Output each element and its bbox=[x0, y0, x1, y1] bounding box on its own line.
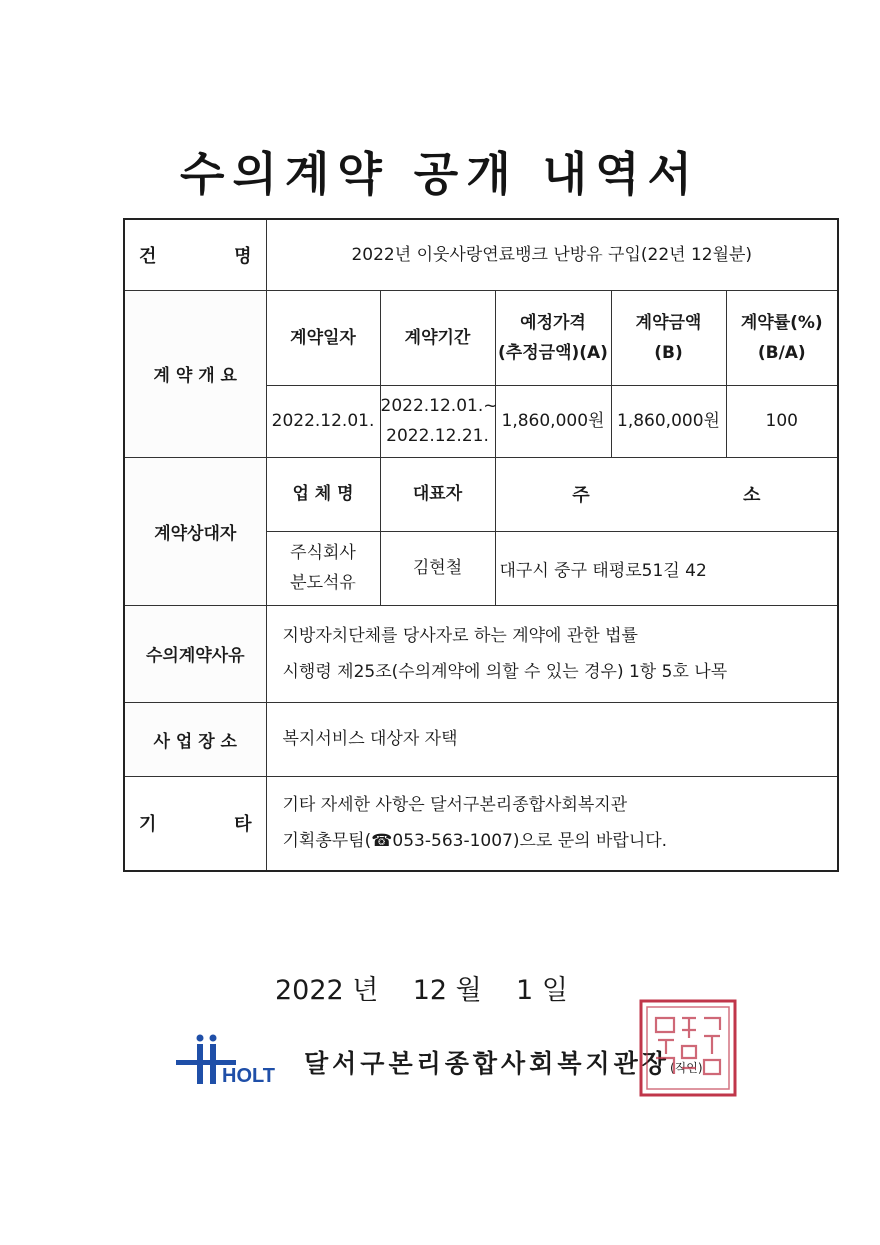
estimated-price-value: 1,860,000원 bbox=[495, 385, 611, 457]
etc-value: 기타 자세한 사항은 달서구본리종합사회복지관 기획총무팀(☎053-563-1007)으로 문의 바랍니다. bbox=[266, 776, 838, 871]
row-name bbox=[124, 219, 838, 290]
contract-date-value: 2022.12.01. bbox=[266, 385, 380, 457]
svg-text:HOLT: HOLT bbox=[222, 1065, 275, 1087]
contract-table bbox=[123, 218, 839, 872]
header-company: 업 체 명 bbox=[266, 457, 380, 531]
row-site bbox=[124, 702, 838, 776]
header-address: 주 소 bbox=[495, 457, 838, 531]
header-contract-date: 계약일자 bbox=[266, 290, 380, 385]
header-estimated-price: 예정가격 (추정금액)(A) bbox=[495, 290, 611, 385]
header-contract-amount: 계약금액 (B) bbox=[611, 290, 726, 385]
contract-rate-value: 100 bbox=[726, 385, 838, 457]
contract-period-value: 2022.12.01.~ 2022.12.21. bbox=[380, 385, 495, 457]
site-value: 복지서비스 대상자 자택 bbox=[266, 702, 838, 776]
representative-value: 김현철 bbox=[380, 531, 495, 605]
contract-name-value: 2022년 이웃사랑연료뱅크 난방유 구입(22년 12월분) bbox=[266, 219, 838, 290]
header-contract-period: 계약기간 bbox=[380, 290, 495, 385]
company-value: 주식회사 분도석유 bbox=[266, 531, 380, 605]
row-overview-header bbox=[124, 290, 838, 385]
organization-name: 달서구본리종합사회복지관장(직인) bbox=[304, 1049, 703, 1078]
holt-logo-icon bbox=[176, 1030, 296, 1090]
label-reason: 수의계약사유 bbox=[124, 605, 266, 702]
label-counterparty: 계약상대자 bbox=[124, 457, 266, 605]
label-etc: 기 타 bbox=[124, 776, 266, 871]
label-site: 사 업 장 소 bbox=[124, 702, 266, 776]
header-contract-rate: 계약률(%) (B/A) bbox=[726, 290, 838, 385]
label-overview: 계 약 개 요 bbox=[124, 290, 266, 457]
official-seal-icon bbox=[638, 998, 738, 1098]
contract-amount-value: 1,860,000원 bbox=[611, 385, 726, 457]
label-name: 건 명 bbox=[124, 219, 266, 290]
document-date: 2022 년 12 월 1 일 bbox=[275, 975, 568, 1006]
reason-value: 지방자치단체를 당사자로 하는 계약에 관한 법률 시행령 제25조(수의계약에 의할 수 있는 경우) 1항 5호 나목 bbox=[266, 605, 838, 702]
row-etc bbox=[124, 776, 838, 871]
row-reason bbox=[124, 605, 838, 702]
header-representative: 대표자 bbox=[380, 457, 495, 531]
row-counterparty-header bbox=[124, 457, 838, 531]
address-value: 대구시 중구 태평로51길 42 bbox=[495, 531, 838, 605]
page-title: 수의계약 공개 내역서 bbox=[180, 147, 700, 201]
